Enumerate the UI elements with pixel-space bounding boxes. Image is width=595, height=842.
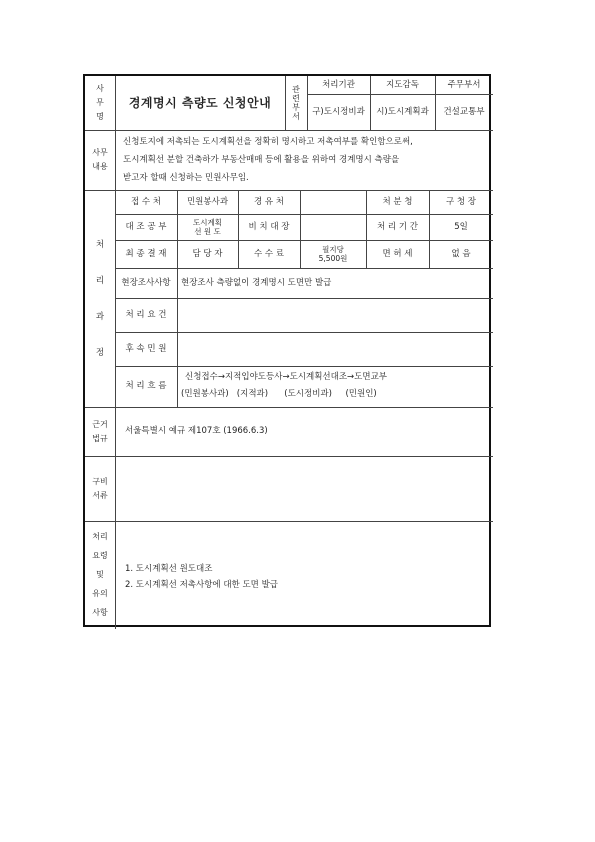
disposal-authority-value: 구 청 장 bbox=[445, 196, 477, 207]
content-line-1: 신청토지에 저촉되는 도시계획선을 정확히 명시하고 저촉여부를 확인함으로써, bbox=[123, 137, 413, 147]
legal-label: 근거 법규 bbox=[92, 419, 108, 443]
reference-record-label: 대 조 공 부 bbox=[125, 221, 167, 232]
work-name-label: 사 무 명 bbox=[96, 84, 104, 121]
application-guide-form bbox=[83, 74, 491, 627]
note-item-1: 1. 도시계획선 원도대조 bbox=[125, 564, 213, 574]
lead-dept-value: 건설교통부 bbox=[443, 106, 485, 117]
header-bottom-line bbox=[85, 130, 493, 131]
flow-departments: (민원봉사과) (지적과) (도시정비과) (민원인) bbox=[181, 389, 377, 399]
processing-agency-value: 구)도시정비과 bbox=[312, 106, 365, 117]
license-tax-value: 없 음 bbox=[451, 248, 471, 259]
notes-label: 처리 요령 및 유의 사항 bbox=[92, 531, 108, 617]
related-dept-label: 관련부서 bbox=[291, 85, 301, 121]
content-line-3: 받고자 할때 신청하는 민원사무임. bbox=[123, 173, 249, 183]
disposal-authority-label: 처 분 청 bbox=[382, 196, 413, 207]
processing-period-label: 처 리 기 간 bbox=[377, 221, 418, 232]
ledger-label: 비 치 대 장 bbox=[248, 221, 290, 232]
supervision-value: 시)도시계획과 bbox=[376, 106, 429, 117]
supervision-head: 지도감독 bbox=[386, 79, 419, 90]
flow-label: 처 리 흐 름 bbox=[125, 381, 167, 391]
reception-label: 접 수 처 bbox=[130, 196, 162, 207]
fee-value: 필지당 5,500원 bbox=[318, 245, 348, 263]
page-title: 경계명시 측량도 신청안내 bbox=[128, 95, 272, 110]
license-tax-label: 면 허 세 bbox=[382, 248, 413, 259]
survey-label: 현장조사사항 bbox=[121, 277, 171, 288]
requirement-value bbox=[181, 298, 481, 332]
docs-value bbox=[125, 456, 465, 521]
via-value bbox=[300, 190, 366, 214]
fee-label: 수 수 료 bbox=[253, 248, 285, 259]
note-item-2: 2. 도시계획선 저촉사항에 대한 도면 발급 bbox=[125, 580, 278, 590]
docs-label: 구비 서류 bbox=[92, 476, 108, 500]
content-label: 사무 내용 bbox=[92, 148, 108, 171]
followup-label: 후 속 민 원 bbox=[125, 343, 167, 354]
final-approval-value: 담 당 자 bbox=[192, 248, 223, 259]
flow-steps: 신청접수→지적입야도등사→도시계획선대조→도면교부 bbox=[185, 372, 388, 382]
survey-value: 현장조사 측량없이 경계명시 도면만 발급 bbox=[181, 277, 332, 288]
reference-record-value: 도시계획 선 원 도 bbox=[193, 218, 222, 236]
content-line-2: 도시계획선 분할 건축하가 부동산매매 등에 활용을 위하여 경계명시 측량을 bbox=[123, 155, 400, 165]
via-label: 경 유 처 bbox=[253, 196, 285, 207]
processing-agency-head: 처리기관 bbox=[322, 79, 355, 90]
reception-value: 민원봉사과 bbox=[186, 196, 229, 207]
ledger-value bbox=[300, 214, 366, 240]
lead-dept-head: 주무부서 bbox=[447, 79, 481, 90]
processing-period-value: 5일 bbox=[454, 221, 468, 232]
process-label: 처 리 과 정 bbox=[95, 239, 105, 358]
followup-value bbox=[181, 332, 481, 366]
final-approval-label: 최 종 결 재 bbox=[125, 248, 167, 259]
legal-value: 서울특별시 예규 제107호 (1966.6.3) bbox=[125, 426, 268, 436]
docs-bottom-line bbox=[85, 521, 493, 522]
requirement-label: 처 리 요 건 bbox=[125, 309, 167, 320]
